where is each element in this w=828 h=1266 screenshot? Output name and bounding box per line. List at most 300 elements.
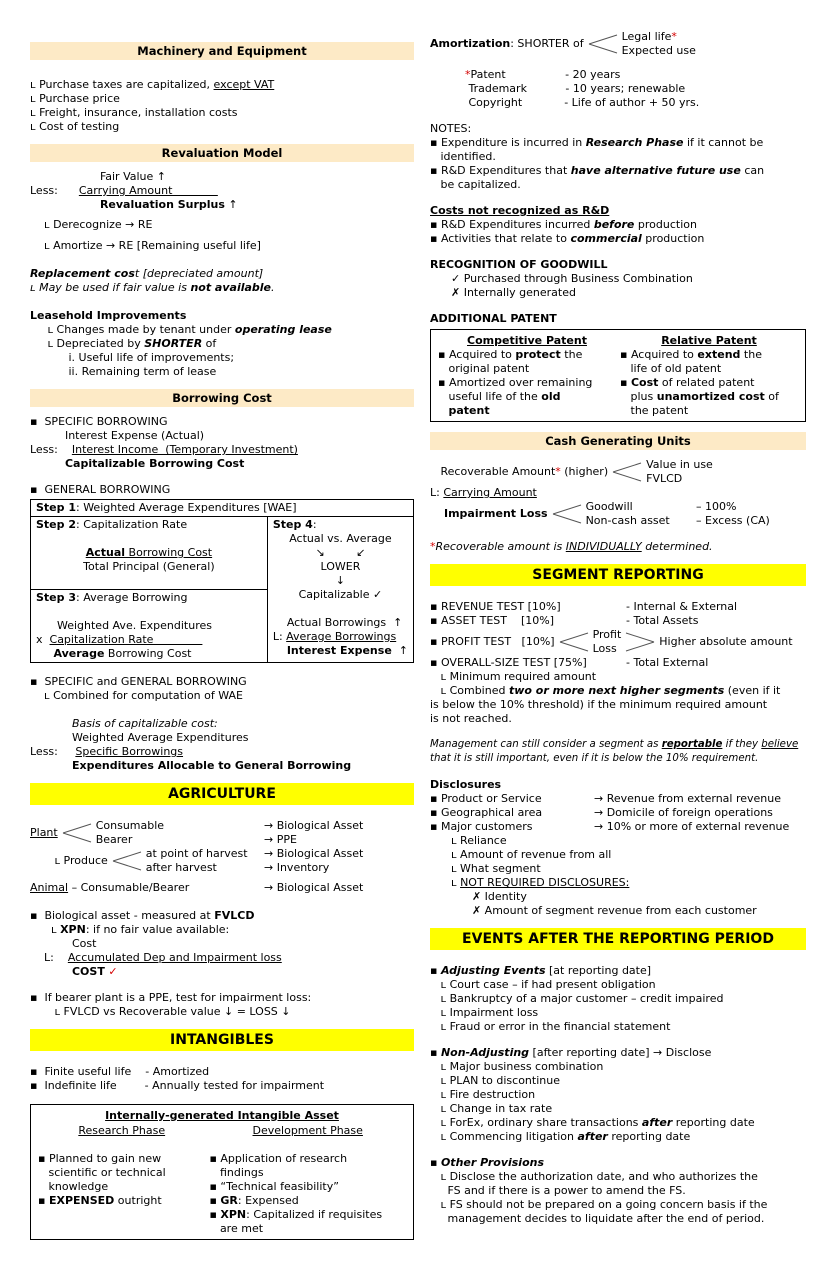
- text-segment: ▪ R&D Expenditures incurred: [430, 218, 594, 231]
- text-segment: findings: [209, 1166, 264, 1179]
- text-line: [438, 348, 616, 362]
- row-right-text: [696, 500, 806, 514]
- text-line: [430, 164, 806, 178]
- text-segment: → Biological Asset: [264, 819, 364, 832]
- text-segment: at point of harvest: [145, 847, 248, 860]
- text-segment: ▪ OVERALL-SIZE TEST [75%]: [430, 656, 587, 669]
- text-line: [30, 337, 414, 351]
- text-line: [209, 1166, 406, 1180]
- text-segment: knowledge: [38, 1180, 109, 1193]
- row-right-text: [626, 600, 806, 614]
- text-line: [30, 92, 414, 106]
- row-right-text: [626, 656, 806, 670]
- text-segment: ▪: [38, 1194, 49, 1207]
- text-segment: ▪ R&D Expenditures that: [430, 164, 571, 177]
- text-segment: Specific Borrowings: [75, 745, 184, 758]
- text-line: [30, 991, 414, 1005]
- text-segment: Less:: [30, 443, 72, 456]
- row-left-text: [430, 600, 626, 614]
- text-segment: Leasehold Improvements: [30, 309, 187, 322]
- text-line: [30, 731, 414, 745]
- paragraph: [30, 717, 414, 773]
- text-line: [430, 1006, 806, 1020]
- column-header: [38, 1123, 205, 1138]
- text-segment: ▪ Major customers: [430, 820, 533, 833]
- text-segment: Loss: [592, 642, 617, 655]
- text-segment: ADDITIONAL PATENT: [430, 312, 557, 325]
- row-left-text: [430, 656, 626, 670]
- paragraph: [30, 78, 414, 134]
- aligned-row: [96, 833, 414, 847]
- text-segment: NOT REQUIRED DISCLOSURES:: [460, 876, 630, 889]
- bordered-table: [30, 1104, 414, 1240]
- text-segment: ✗ Amount of segment revenue from each customer: [430, 904, 757, 917]
- paragraph: [430, 670, 806, 726]
- text-segment: i. Useful life of improvements;: [30, 351, 235, 364]
- column-header: [438, 333, 616, 348]
- fork-branches: [622, 30, 806, 58]
- text-segment: plus: [620, 390, 657, 403]
- paragraph: [430, 486, 806, 500]
- spacer: [30, 895, 414, 909]
- text-line: [209, 1180, 406, 1194]
- text-segment: Non-Adjusting: [440, 1046, 530, 1059]
- text-segment: ʟ What segment: [430, 862, 541, 875]
- spacer: [30, 979, 414, 991]
- text-segment: [430, 507, 444, 520]
- text-segment: : if no fair value available:: [85, 923, 230, 936]
- text-segment: patent: [448, 404, 490, 417]
- text-segment: ▪ Amortized over remaining: [438, 376, 593, 389]
- text-line: [430, 752, 806, 766]
- text-segment: Interest Expense (Actual): [30, 429, 205, 442]
- text-line: [620, 390, 798, 404]
- text-segment: ✗ Identity: [430, 890, 527, 903]
- text-segment: Internally-generated Intangible Asset: [105, 1109, 339, 1122]
- text-line: [430, 964, 806, 978]
- text-segment: Consumable: [95, 819, 165, 832]
- section-header: Machinery and Equipment: [30, 42, 414, 60]
- text-segment: FVLCD: [214, 909, 255, 922]
- text-line: [273, 560, 408, 574]
- bordered-table: [430, 329, 806, 422]
- text-segment: believe: [761, 739, 799, 750]
- text-segment: *: [430, 540, 436, 553]
- text-segment: ▪: [209, 1208, 221, 1221]
- text-segment: Actual Borrowings ↑: [272, 616, 403, 629]
- text-line: [30, 429, 414, 443]
- paragraph: [30, 415, 414, 471]
- paragraph: [30, 909, 414, 979]
- text-segment: ▪ Application of research: [209, 1152, 348, 1165]
- text-segment: ▪ SPECIFIC and GENERAL BORROWING: [30, 675, 247, 688]
- text-segment: LOWER: [320, 560, 361, 573]
- text-segment: Total Principal (General): [83, 560, 215, 573]
- text-line: [430, 1074, 806, 1088]
- text-segment: L:: [30, 951, 68, 964]
- aligned-row: [430, 820, 806, 834]
- text-segment: Less:: [30, 184, 79, 197]
- text-line: [430, 698, 806, 712]
- row-right-text: [264, 847, 414, 861]
- paragraph: [30, 267, 414, 295]
- text-segment: – Consumable/Bearer: [68, 881, 190, 894]
- text-line: [30, 106, 414, 120]
- fork-diagram: [430, 500, 806, 528]
- table-cell-step4: [268, 517, 413, 662]
- aligned-row: [430, 656, 806, 670]
- text-line: [430, 286, 806, 300]
- aligned-row: [586, 500, 806, 514]
- text-segment: Adjusting Events: [440, 964, 546, 977]
- text-segment: - 20 years: [565, 68, 621, 81]
- text-segment: Value in use: [646, 458, 713, 471]
- text-line: [430, 1170, 806, 1184]
- borrowing-steps-table: [30, 499, 414, 663]
- text-segment: Plant: [30, 826, 58, 839]
- paragraph: [30, 239, 414, 253]
- row-right-text: [696, 514, 806, 528]
- text-line: [430, 1088, 806, 1102]
- text-line: [430, 848, 806, 862]
- row-right-text: [264, 819, 414, 833]
- text-segment: if they: [722, 739, 762, 750]
- text-segment: of: [202, 337, 217, 350]
- text-segment: ʟ Purchase price: [30, 92, 120, 105]
- text-line: [438, 404, 616, 418]
- paragraph: [430, 540, 806, 554]
- text-segment: ▪: [620, 376, 631, 389]
- text-segment: ʟ Cost of testing: [30, 120, 120, 133]
- text-segment: unamortized cost: [656, 390, 765, 403]
- text-segment: Borrowing Cost: [125, 546, 213, 559]
- text-line: [646, 458, 806, 472]
- fork-join-diagram: [430, 628, 806, 656]
- text-line: [273, 574, 408, 588]
- text-line: [430, 992, 806, 1006]
- text-segment: L:: [272, 630, 287, 643]
- text-line: [30, 239, 414, 253]
- fork-branches: [146, 847, 414, 875]
- text-segment: Copyright: [430, 96, 565, 109]
- text-segment: ʟ Freight, insurance, installation costs: [30, 106, 238, 119]
- text-segment: that it is still important, even if it is below the 10% requirement.: [430, 753, 759, 764]
- text-line: [273, 630, 408, 644]
- fork-lines-icon: [625, 628, 655, 656]
- text-segment: after: [641, 1116, 673, 1129]
- text-segment: after harvest: [145, 861, 217, 874]
- text-segment: the: [560, 348, 583, 361]
- text-segment: Amortization: [430, 37, 511, 50]
- aligned-row: [430, 792, 806, 806]
- text-segment: ▪ ASSET TEST [10%]: [430, 614, 554, 627]
- text-segment: - Life of author + 50 yrs.: [564, 96, 700, 109]
- table-cell-step2: [31, 517, 268, 590]
- text-segment: L:: [430, 486, 444, 499]
- text-segment: ▪ Activities that relate to: [430, 232, 571, 245]
- text-segment: : Capitalized if requisites: [246, 1208, 383, 1221]
- text-segment: the: [740, 348, 762, 361]
- text-segment: Carrying Amount: [78, 184, 218, 197]
- text-segment: [438, 404, 449, 417]
- row-right-text: [626, 614, 806, 628]
- fork-diagram: [430, 458, 806, 486]
- row-left-text: [146, 847, 264, 861]
- text-segment: ʟ Combined for computation of WAE: [30, 689, 243, 702]
- text-segment: Capitalizable Borrowing Cost: [64, 457, 245, 470]
- text-segment: reporting date: [672, 1116, 755, 1129]
- table-cell-step1: [31, 500, 413, 517]
- paragraph: [30, 309, 414, 379]
- fork-diagram: [30, 819, 414, 847]
- paragraph: [30, 483, 414, 497]
- row-left-text: [586, 500, 696, 514]
- text-line: [620, 404, 798, 418]
- text-line: [438, 390, 616, 404]
- text-segment: ʟ Amount of revenue from all: [430, 848, 612, 861]
- section-header: EVENTS AFTER THE REPORTING PERIOD: [430, 928, 806, 950]
- text-segment: *: [671, 30, 677, 43]
- section-header: SEGMENT REPORTING: [430, 564, 806, 586]
- text-segment: (higher): [560, 465, 609, 478]
- paragraph: [430, 738, 806, 766]
- text-segment: : Weighted Average Expenditures [WAE]: [76, 501, 297, 514]
- text-segment: ▪ PROFIT TEST [10%]: [430, 635, 555, 648]
- spacer: [30, 663, 414, 675]
- fork-label: [30, 854, 108, 868]
- text-line: [30, 415, 414, 429]
- text-segment: ʟ Impairment loss: [430, 1006, 539, 1019]
- text-segment: t [depreciated amount]: [134, 267, 264, 280]
- aligned-row: [30, 881, 414, 895]
- aligned-row: [96, 819, 414, 833]
- text-segment: Capitalization Rate: [49, 633, 203, 646]
- text-line: [430, 1212, 806, 1226]
- text-line: [209, 1222, 406, 1236]
- text-segment: Less:: [30, 745, 76, 758]
- row-left-text: [30, 881, 264, 895]
- text-line: [430, 232, 806, 246]
- row-left-text: [586, 514, 696, 528]
- text-segment: Average Borrowings: [286, 630, 397, 643]
- fork-lines-icon: [552, 500, 582, 528]
- text-segment: before: [593, 218, 635, 231]
- text-line: [620, 348, 798, 362]
- text-segment: NOTES:: [430, 122, 472, 135]
- text-line: [273, 616, 408, 630]
- text-line: [36, 605, 262, 619]
- text-segment: ▪ If bearer plant is a PPE, test for impairment loss:: [30, 991, 312, 1004]
- text-segment: ▪: [209, 1194, 221, 1207]
- text-segment: reportable: [661, 739, 723, 750]
- text-line: [30, 309, 414, 323]
- table-columns: [36, 1123, 408, 1236]
- text-segment: Weighted Ave. Expenditures: [36, 619, 212, 632]
- text-segment: except VAT: [213, 78, 275, 91]
- section-header: Cash Generating Units: [430, 432, 806, 450]
- text-segment: ▪ Indefinite life - Annually tested for impairment: [30, 1079, 325, 1092]
- row-left-text: [430, 820, 594, 834]
- text-segment: Non-cash asset: [585, 514, 670, 527]
- text-line: [593, 628, 622, 642]
- text-line: [30, 1065, 414, 1079]
- text-line: [30, 759, 414, 773]
- text-segment: → PPE: [264, 833, 297, 846]
- text-segment: ʟ Amortize → RE [Remaining useful life]: [30, 239, 261, 252]
- paragraph: [30, 170, 414, 212]
- text-line: [30, 965, 414, 979]
- text-line: [593, 642, 622, 656]
- text-line: [430, 1102, 806, 1116]
- fork-label: [430, 37, 584, 51]
- spacer: [30, 232, 414, 239]
- paragraph: [430, 778, 806, 792]
- text-segment: → Domicile of foreign operations: [594, 806, 773, 819]
- text-segment: ʟ Combined: [430, 684, 509, 697]
- text-segment: ʟ May be used if fair value is: [30, 281, 191, 294]
- text-segment: Management can still consider a segment as: [430, 739, 662, 750]
- row-left-text: [96, 819, 264, 833]
- fork-branches: [586, 500, 806, 528]
- text-line: [646, 472, 806, 486]
- text-segment: :: [312, 518, 317, 531]
- right-column: [430, 0, 806, 1226]
- text-line: [209, 1208, 406, 1222]
- row-left-text: [430, 806, 594, 820]
- text-segment: ▪: [430, 1046, 441, 1059]
- aligned-row: [430, 806, 806, 820]
- text-segment: production: [634, 218, 697, 231]
- text-line: [36, 574, 262, 588]
- text-line: [430, 1198, 806, 1212]
- text-segment: ʟ Reliance: [430, 834, 507, 847]
- text-line: [30, 1079, 414, 1093]
- text-segment: be capitalized.: [430, 178, 521, 191]
- text-segment: are met: [209, 1222, 264, 1235]
- text-segment: ↑: [224, 198, 238, 211]
- text-segment: SHORTER: [144, 337, 203, 350]
- column-header: [209, 1123, 406, 1138]
- text-segment: Competitive Patent: [467, 334, 587, 347]
- table-column: [36, 1123, 207, 1236]
- fork-label: [430, 635, 555, 649]
- text-line: [622, 44, 806, 58]
- fork-branches: [593, 628, 622, 656]
- text-line: [30, 198, 414, 212]
- text-segment: ▪ Product or Service: [430, 792, 542, 805]
- text-segment: → Revenue from external revenue: [594, 792, 782, 805]
- text-line: [36, 532, 262, 546]
- text-line: [273, 588, 408, 602]
- text-segment: Research Phase: [78, 1124, 166, 1137]
- text-segment: ▪ Expenditure is incurred in: [430, 136, 586, 149]
- text-line: [30, 351, 414, 365]
- text-segment: ʟ Commencing litigation: [430, 1130, 578, 1143]
- text-line: [273, 546, 408, 560]
- text-segment: ✗ Internally generated: [430, 286, 576, 299]
- text-segment: have alternative future use: [570, 164, 741, 177]
- text-segment: ʟ Minimum required amount: [430, 670, 597, 683]
- paragraph: [430, 1156, 806, 1226]
- text-line: [30, 689, 414, 703]
- text-segment: ʟ Produce: [30, 854, 108, 867]
- row-left-text: [96, 833, 264, 847]
- paragraph: [30, 218, 414, 232]
- text-segment: *: [555, 465, 561, 478]
- text-segment: .: [271, 281, 275, 294]
- text-line: [30, 923, 414, 937]
- paragraph: [430, 68, 806, 110]
- text-line: [38, 1152, 205, 1166]
- text-line: [30, 323, 414, 337]
- text-line: [30, 120, 414, 134]
- text-line: [36, 501, 408, 515]
- text-segment: ʟ Change in tax rate: [430, 1102, 553, 1115]
- text-segment: Weighted Average Expenditures: [30, 731, 249, 744]
- text-line: [38, 1194, 205, 1208]
- text-line: [38, 1180, 205, 1194]
- text-segment: Step 4: [272, 518, 313, 531]
- text-line: [30, 78, 414, 92]
- text-segment: ʟ: [30, 923, 61, 936]
- spacer: [430, 300, 806, 312]
- text-segment: ʟ ForEx, ordinary share transactions: [430, 1116, 642, 1129]
- text-segment: : Expensed: [237, 1194, 299, 1207]
- text-segment: is not reached.: [430, 712, 512, 725]
- fork-diagram: [30, 847, 414, 875]
- paragraph: [430, 122, 806, 192]
- text-line: [430, 1060, 806, 1074]
- text-line: [30, 281, 414, 295]
- text-line: [36, 633, 262, 647]
- text-segment: Bearer: [95, 833, 133, 846]
- text-line: [430, 96, 806, 110]
- text-line: [30, 184, 414, 198]
- text-segment: [430, 68, 465, 81]
- fork-lines-icon: [588, 30, 618, 58]
- text-segment: ʟ Major business combination: [430, 1060, 604, 1073]
- text-segment: of related patent: [658, 376, 755, 389]
- text-segment: [30, 198, 100, 211]
- text-segment: Borrowing Cost: [104, 647, 192, 660]
- text-line: [30, 457, 414, 471]
- text-line: [430, 978, 806, 992]
- fork-branches: [96, 819, 414, 847]
- aligned-row: [430, 600, 806, 614]
- text-segment: extend: [697, 348, 741, 361]
- table-cell-step3: [31, 590, 268, 662]
- text-segment: Legal life: [621, 30, 672, 43]
- text-line: [430, 136, 806, 150]
- text-segment: XPN: [60, 923, 86, 936]
- text-segment: Impairment Loss: [444, 507, 548, 520]
- text-line: [620, 376, 798, 390]
- text-line: [36, 619, 262, 633]
- text-segment: Other Provisions: [440, 1156, 545, 1169]
- text-line: [430, 778, 806, 792]
- text-segment: ▪ REVENUE TEST [10%]: [430, 600, 561, 613]
- table-column: [207, 1123, 408, 1236]
- text-segment: Actual: [85, 546, 126, 559]
- text-segment: Expenditures Allocable to General Borrowing: [71, 759, 352, 772]
- row-right-text: [264, 881, 414, 895]
- text-segment: ▪: [430, 964, 441, 977]
- text-line: [273, 532, 408, 546]
- text-line: [430, 904, 806, 918]
- text-line: [30, 443, 414, 457]
- text-segment: FS and if there is a power to amend the FS.: [430, 1184, 686, 1197]
- row-left-text: [146, 861, 264, 875]
